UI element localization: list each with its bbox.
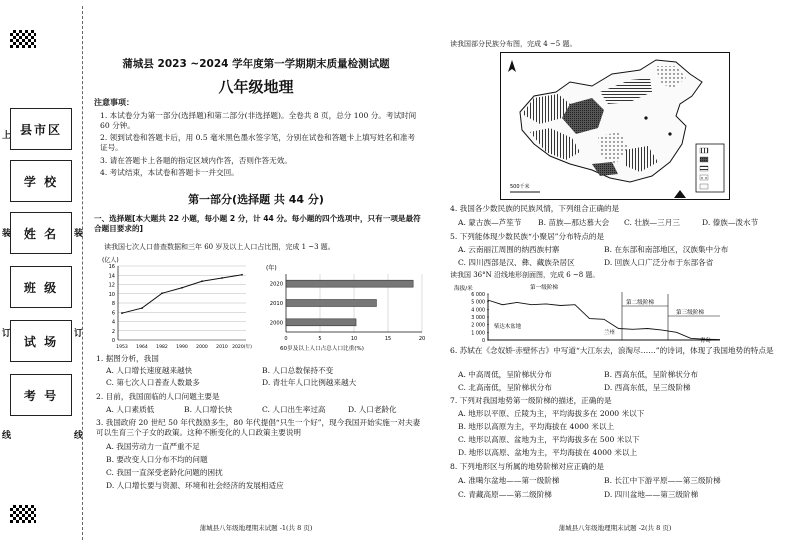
q6-option-b[interactable]: B. 西高东低，呈阶梯状分布 bbox=[604, 370, 698, 379]
chart2-xlabel: 60岁及以上人口占总人口比重(%) bbox=[280, 346, 364, 352]
q3-option-c[interactable]: C. 我国一直深受老龄化问题的困扰 bbox=[106, 468, 223, 477]
field-exam-number[interactable]: 考 号 bbox=[10, 374, 72, 416]
legend-swatch bbox=[700, 166, 708, 171]
label-step-3: 第三级阶梯 bbox=[676, 310, 704, 316]
q4-option-b[interactable]: B. 苗族—那达慕大会 bbox=[538, 218, 610, 227]
q7-option-b[interactable]: B. 地形以高原为主，平均海拔在 4000 米以上 bbox=[458, 422, 615, 431]
question-6: 6. 苏轼在《念奴娇·赤壁怀古》中写道“大江东去，浪淘尽……”的诗词，体现了我国地势的特点是 bbox=[450, 346, 774, 355]
note-item: 1. 本试卷分为第一部分(选择题)和第二部分(非选择题)。全卷共 8 页，总分 100 分。考试时间 60 分钟。 bbox=[100, 111, 417, 130]
subject-title: 八年级地理 bbox=[218, 78, 294, 96]
intro-q1-3: 读我国七次人口普查数据和三年 60 岁及以上人口占比图，完成 1 ~3 题。 bbox=[104, 243, 335, 251]
profile-y-tick: 2 000 bbox=[471, 323, 485, 329]
chart1-x-tick: 2010 bbox=[216, 345, 228, 350]
question-1: 1. 据图分析，我国 bbox=[96, 354, 159, 363]
chart1-ylabel: (亿人) bbox=[102, 257, 119, 264]
notes-heading: 注意事项： bbox=[94, 98, 134, 107]
chart1-x-tick: 2000 bbox=[196, 345, 208, 350]
question-7: 7. 下列对我国地势第一级阶梯的描述，正确的是 bbox=[450, 396, 612, 405]
label-qaidam: 柴达木盆地 bbox=[494, 324, 521, 330]
q1-option-b[interactable]: B. 人口总数保持不变 bbox=[262, 366, 334, 375]
aging-bar-chart bbox=[262, 262, 426, 352]
field-county[interactable]: 县市区 bbox=[10, 108, 72, 150]
notes bbox=[100, 111, 422, 181]
q6-option-d[interactable]: D. 西高东低，呈三级阶梯 bbox=[604, 383, 691, 392]
chart1-y-tick: 8 bbox=[111, 301, 115, 307]
profile-y-tick: 4 000 bbox=[471, 308, 485, 314]
side-mark: 装 bbox=[74, 229, 84, 239]
q1-option-a[interactable]: A. 人口增长速度越来越快 bbox=[106, 366, 193, 375]
legend-swatch bbox=[700, 157, 708, 162]
profile-y-tick: 6 000 bbox=[471, 293, 485, 298]
page-footer-1: 蒲城县八年级地理期末试题 -1(共 8 页) bbox=[199, 523, 313, 532]
population-line-chart bbox=[96, 252, 256, 352]
field-exam-room[interactable]: 试 场 bbox=[10, 320, 72, 362]
chart1-y-tick: 10 bbox=[108, 291, 115, 298]
label-qingdao: 青岛 bbox=[700, 338, 711, 344]
chart2-x-tick: 0 bbox=[284, 336, 288, 342]
q2-option-c[interactable]: C. 人口出生率过高 bbox=[262, 405, 326, 414]
chart2-bar bbox=[286, 300, 376, 307]
side-mark: 订 bbox=[74, 329, 84, 339]
question-5: 5. 下列能体现少数民族“小聚居”分布特点的是 bbox=[450, 232, 605, 241]
label-step-2: 第二级阶梯 bbox=[626, 300, 654, 306]
q3-option-a[interactable]: A. 我国劳动力一直严重不足 bbox=[106, 442, 200, 451]
chart1-point bbox=[221, 277, 223, 279]
chart1-y-tick: 0 bbox=[111, 338, 115, 344]
chart1-y-tick: 4 bbox=[111, 319, 115, 326]
question-8: 8. 下列地形区与所属的地势阶梯对应正确的是 bbox=[450, 462, 604, 471]
field-class[interactable]: 班 级 bbox=[10, 266, 72, 308]
question-2: 2. 目前，我国面临的人口问题主要是 bbox=[96, 392, 220, 401]
q5-option-c[interactable]: C. 四川西部是汉、彝、藏族杂居区 bbox=[458, 258, 575, 267]
chart1-point bbox=[201, 280, 203, 282]
profile-ylabel: 海拔/米 bbox=[454, 286, 473, 292]
chart1-point bbox=[161, 292, 163, 294]
chart1-point bbox=[241, 274, 243, 276]
chart1-x-tick: 1990 bbox=[176, 345, 188, 350]
chart1-x-tick: 1953 bbox=[116, 345, 128, 350]
field-name[interactable]: 姓 名 bbox=[10, 212, 72, 254]
q5-option-a[interactable]: A. 云南丽江周围的纳西族村寨 bbox=[458, 245, 560, 254]
side-mark: 订 bbox=[2, 329, 12, 339]
binding-dash-line bbox=[82, 6, 83, 540]
page-footer-2: 蒲城县八年级地理期末试题 -2(共 8 页) bbox=[558, 523, 672, 532]
intro-q4-5: 读我国部分民族分布图，完成 4 ~5 题。 bbox=[450, 40, 577, 48]
q1-option-c[interactable]: C. 第七次人口普查人数最多 bbox=[106, 378, 200, 387]
q1-option-d[interactable]: D. 青壮年人口比例越来越大 bbox=[262, 378, 357, 387]
chart2-x-tick: 10 bbox=[350, 336, 358, 342]
binding-strip bbox=[0, 0, 88, 546]
chart1-point bbox=[141, 307, 143, 309]
chart2-category-label: 2000 bbox=[269, 320, 283, 327]
map-city-dot bbox=[668, 132, 671, 135]
chart1-y-tick: 2 bbox=[111, 328, 115, 335]
note-item: 3. 请在答题卡上各题的指定区域内作答，否则作答无效。 bbox=[100, 155, 292, 165]
chart2-category-label: 2010 bbox=[269, 301, 283, 307]
chart2-ylabel: (年) bbox=[266, 265, 277, 272]
q3-option-d[interactable]: D. 人口增长要与资源、环境和社会经济的发展相适应 bbox=[106, 481, 284, 490]
terrain-profile-chart bbox=[454, 282, 720, 344]
q2-option-b[interactable]: B. 人口增长快 bbox=[184, 405, 233, 414]
q7-option-d[interactable]: D. 地形以高原、盆地为主，平均海拔在 4000 米以上 bbox=[458, 448, 638, 457]
legend-swatch bbox=[700, 184, 708, 189]
chart1-x-tick: 1964 bbox=[136, 345, 148, 350]
intro-q6-8: 读我国 36°N 沿线地形剖面图，完成 6 ~8 题。 bbox=[450, 271, 600, 279]
q6-option-c[interactable]: C. 北高南低，呈阶梯状分布 bbox=[458, 383, 552, 392]
map-scale-label: 500千米 bbox=[510, 184, 530, 190]
profile-y-tick: 3 000 bbox=[471, 316, 485, 321]
q5-option-d[interactable]: D. 回族人口广泛分布于东部各省 bbox=[604, 258, 714, 267]
chart1-point bbox=[121, 312, 123, 314]
chart1-y-tick: 16 bbox=[108, 264, 115, 270]
q7-option-c[interactable]: C. 地形以高原、盆地为主，平均海拔多在 500 米以下 bbox=[458, 435, 640, 444]
chart2-x-tick: 5 bbox=[318, 336, 322, 342]
page-2 bbox=[440, 0, 790, 546]
profile-y-tick: 5 000 bbox=[471, 300, 485, 306]
side-mark: 装 bbox=[2, 229, 12, 239]
checker-mark bbox=[10, 505, 36, 523]
page-1 bbox=[86, 0, 426, 546]
side-mark: 上 bbox=[2, 131, 12, 141]
exam-title: 蒲城县 2023 ~2024 学年度第一学期期末质量检测试题 bbox=[122, 58, 390, 70]
ethnic-distribution-map bbox=[500, 52, 730, 200]
legend-swatch bbox=[700, 175, 708, 180]
chart2-bar bbox=[286, 319, 356, 326]
chart1-y-tick: 14 bbox=[108, 273, 115, 280]
q4-option-a[interactable]: A. 蒙古族—芦笙节 bbox=[458, 218, 522, 227]
map-city-dot bbox=[644, 116, 647, 119]
q7-option-a[interactable]: A. 地形以平原、丘陵为主，平均海拔多在 2000 米以下 bbox=[458, 409, 645, 418]
q3-option-b[interactable]: B. 要改变人口分布不均的问题 bbox=[106, 455, 208, 464]
part-title: 第一部分(选择题 共 44 分) bbox=[188, 193, 324, 206]
q2-option-a[interactable]: A. 人口素质低 bbox=[106, 405, 155, 414]
question-4: 4. 我国各少数民族的民族风情，下列组合正确的是 bbox=[450, 204, 620, 213]
section-instructions: 一、选择题[本大题共 22 小题，每小题 2 分，计 44 分。每小题的四个选项中，只有一项是最符合题目要求的] bbox=[94, 214, 421, 233]
profile-y-tick: 0 bbox=[481, 339, 485, 344]
chart2-x-tick: 15 bbox=[384, 336, 392, 342]
q8-option-c[interactable]: C. 青藏高原——第二级阶梯 bbox=[458, 490, 552, 499]
q4-option-c[interactable]: C. 壮族—三月三 bbox=[624, 218, 680, 227]
field-school[interactable]: 学 校 bbox=[10, 160, 72, 202]
chart1-point bbox=[181, 287, 183, 289]
question-3: 3. 我国政府 20 世纪 50 年代鼓励多生，80 年代提倡“只生一个好”，现今我国开始实施一对夫妻可以生育三个子女的政策。这种不断变化的人口政策主要说明 bbox=[96, 418, 421, 437]
label-step-1: 第一级阶梯 bbox=[530, 285, 558, 291]
profile-y-tick: 1 000 bbox=[471, 331, 485, 337]
note-item: 4. 考试结束，本试卷和答题卡一并交回。 bbox=[100, 168, 239, 178]
side-mark: 线 bbox=[74, 431, 84, 441]
note-item: 2. 领到试卷和答题卡后，用 0.5 毫米黑色墨水签字笔，分别在试卷和答题卡上填写姓名和准考证号。 bbox=[100, 133, 416, 153]
label-lanzhou: 兰州 bbox=[604, 330, 615, 336]
chart2-category-label: 2020 bbox=[269, 281, 283, 288]
q8-option-a[interactable]: A. 准噶尔盆地——第一级阶梯 bbox=[458, 476, 560, 485]
q4-option-d[interactable]: D. 傣族—泼水节 bbox=[702, 218, 759, 227]
chart1-x-tick: 1982 bbox=[156, 345, 168, 350]
q5-option-b[interactable]: B. 在东部和南部地区，汉族集中分布 bbox=[604, 245, 729, 254]
side-mark: 线 bbox=[2, 431, 12, 441]
q8-option-b[interactable]: B. 长江中下游平原——第三级阶梯 bbox=[604, 476, 721, 485]
q2-option-d[interactable]: D. 人口老龄化 bbox=[348, 405, 397, 414]
chart2-x-tick: 20 bbox=[418, 336, 426, 342]
q8-option-d[interactable]: D. 四川盆地——第三级阶梯 bbox=[604, 490, 699, 499]
checker-mark bbox=[10, 30, 36, 48]
chart2-bar bbox=[286, 280, 413, 287]
chart1-y-tick: 6 bbox=[111, 310, 115, 317]
legend-swatch bbox=[700, 148, 708, 153]
chart1-y-tick: 12 bbox=[108, 282, 115, 289]
chart1-x-tick: 2020(年) bbox=[232, 345, 252, 350]
q6-option-a[interactable]: A. 中高周低，呈阶梯状分布 bbox=[458, 370, 552, 379]
